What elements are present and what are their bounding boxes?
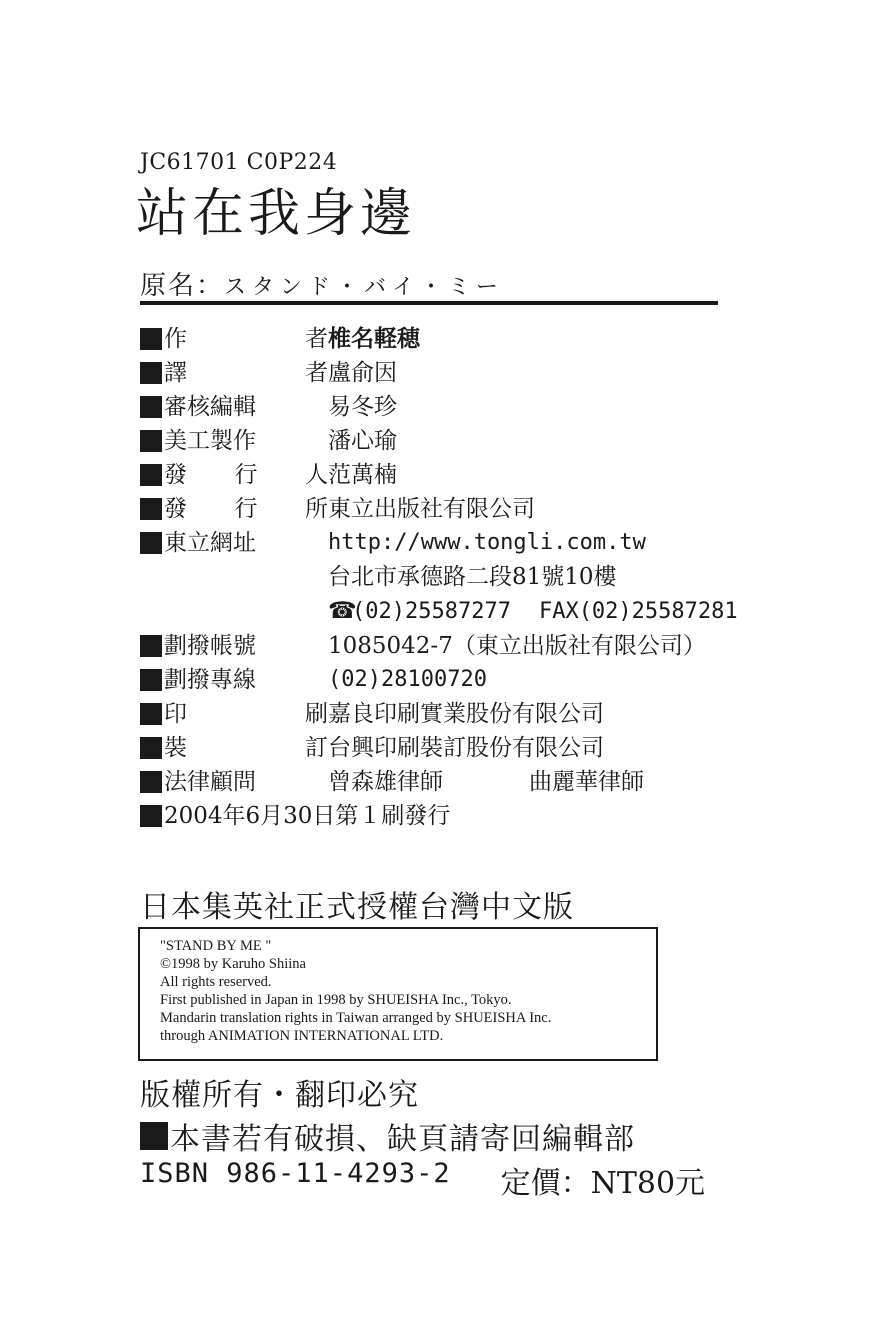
square-bullet-icon [140, 669, 162, 691]
copyright-line: All rights reserved. [160, 974, 272, 990]
credit-label: 劃撥帳號 [164, 633, 256, 659]
credit-value: 1085042-7（東立出版社有限公司） [328, 633, 706, 659]
credit-label: 作 者 [164, 326, 328, 352]
catalog-code: JC61701 C0P224 [140, 150, 338, 175]
credit-value: (02)28100720 [328, 667, 487, 692]
credit-label: 裝 訂 [164, 735, 328, 761]
fax-number: FAX(02)25587281 [538, 599, 738, 624]
isbn-price-line [140, 1158, 705, 1202]
credit-row-binder [140, 731, 800, 765]
credit-value: 曾森雄律師 曲麗華律師 [328, 769, 644, 795]
website-url: http://www.tongli.com.tw [328, 530, 646, 555]
credit-label: 譯 者 [164, 360, 328, 386]
rights-notice: 版權所有・翻印必究 [140, 1078, 419, 1113]
square-bullet-icon [140, 635, 162, 657]
credit-row-website [140, 526, 800, 560]
credit-label: 法律顧問 [164, 769, 256, 795]
credit-row-postal-line [140, 663, 800, 697]
copyright-box [138, 927, 658, 1061]
price: 定價：NT80元 [500, 1166, 706, 1201]
credit-value: 易冬珍 [328, 394, 397, 420]
square-bullet-icon [140, 805, 162, 827]
telephone-icon: ☎ [328, 598, 357, 624]
square-bullet-icon [140, 464, 162, 486]
book-title: 站在我身邊 [136, 184, 417, 244]
credit-value: 嘉良印刷實業股份有限公司 [328, 701, 604, 727]
copyright-line: First published in Japan in 1998 by SHUEISHA Inc., Tokyo. [160, 992, 512, 1008]
credit-label: 美工製作 [164, 428, 256, 454]
credit-label: 劃撥專線 [164, 667, 256, 693]
credit-label: 東立網址 [164, 530, 256, 556]
credit-row-translator [140, 356, 800, 390]
square-bullet-icon [140, 703, 162, 725]
return-notice-line [140, 1114, 635, 1158]
square-bullet-icon [140, 430, 162, 452]
square-bullet-icon [140, 328, 162, 350]
credit-label: 發 行 人 [164, 462, 328, 488]
square-bullet-icon [140, 362, 162, 384]
original-title-label: 原名： [140, 271, 225, 301]
original-title-line [140, 265, 504, 302]
credits-block [140, 322, 800, 833]
credit-label: 審核編輯 [164, 394, 256, 420]
credit-value: 東立出版社有限公司 [328, 496, 535, 522]
square-bullet-icon [140, 532, 162, 554]
credit-row-legal [140, 765, 800, 799]
credit-label: 印 刷 [164, 701, 328, 727]
credit-row-publisher [140, 458, 800, 492]
credit-row-editor [140, 390, 800, 424]
phone-fax-line [140, 594, 800, 629]
credit-value: 范萬楠 [328, 462, 397, 488]
copyright-line: through ANIMATION INTERNATIONAL LTD. [160, 1028, 444, 1044]
copyright-line: ©1998 by Karuho Shiina [160, 956, 306, 972]
credit-row-author [140, 322, 800, 356]
isbn: ISBN 986-11-4293-2 [140, 1158, 451, 1189]
credit-row-publishing-house [140, 492, 800, 526]
title-rule [140, 301, 718, 305]
print-date: 2004年6月30日第１刷發行 [164, 803, 451, 829]
square-bullet-icon [140, 771, 162, 793]
credit-value: 潘心瑜 [328, 428, 397, 454]
credit-row-postal-account [140, 629, 800, 663]
original-title: スタンド・バイ・ミー [224, 275, 505, 300]
square-bullet-icon [140, 498, 162, 520]
telephone-number: (02)25587277 [352, 599, 511, 624]
credit-value: 椎名軽穂 [328, 325, 420, 352]
square-bullet-icon [140, 1122, 168, 1150]
return-notice: 本書若有破損、缺頁請寄回編輯部 [170, 1122, 635, 1157]
square-bullet-icon [140, 737, 162, 759]
square-bullet-icon [140, 396, 162, 418]
print-date-row [140, 799, 800, 833]
copyright-line: Mandarin translation rights in Taiwan arranged by SHUEISHA Inc. [160, 1010, 552, 1026]
license-statement: 日本集英社正式授權台灣中文版 [140, 890, 574, 925]
credit-row-art [140, 424, 800, 458]
credit-row-printer [140, 697, 800, 731]
address: 台北市承德路二段81號10樓 [328, 564, 617, 590]
credit-value: 台興印刷裝訂股份有限公司 [328, 735, 604, 761]
credit-value: 盧俞因 [328, 360, 397, 386]
copyright-line: "STAND BY ME " [160, 938, 272, 954]
credit-label: 發 行 所 [164, 496, 328, 522]
